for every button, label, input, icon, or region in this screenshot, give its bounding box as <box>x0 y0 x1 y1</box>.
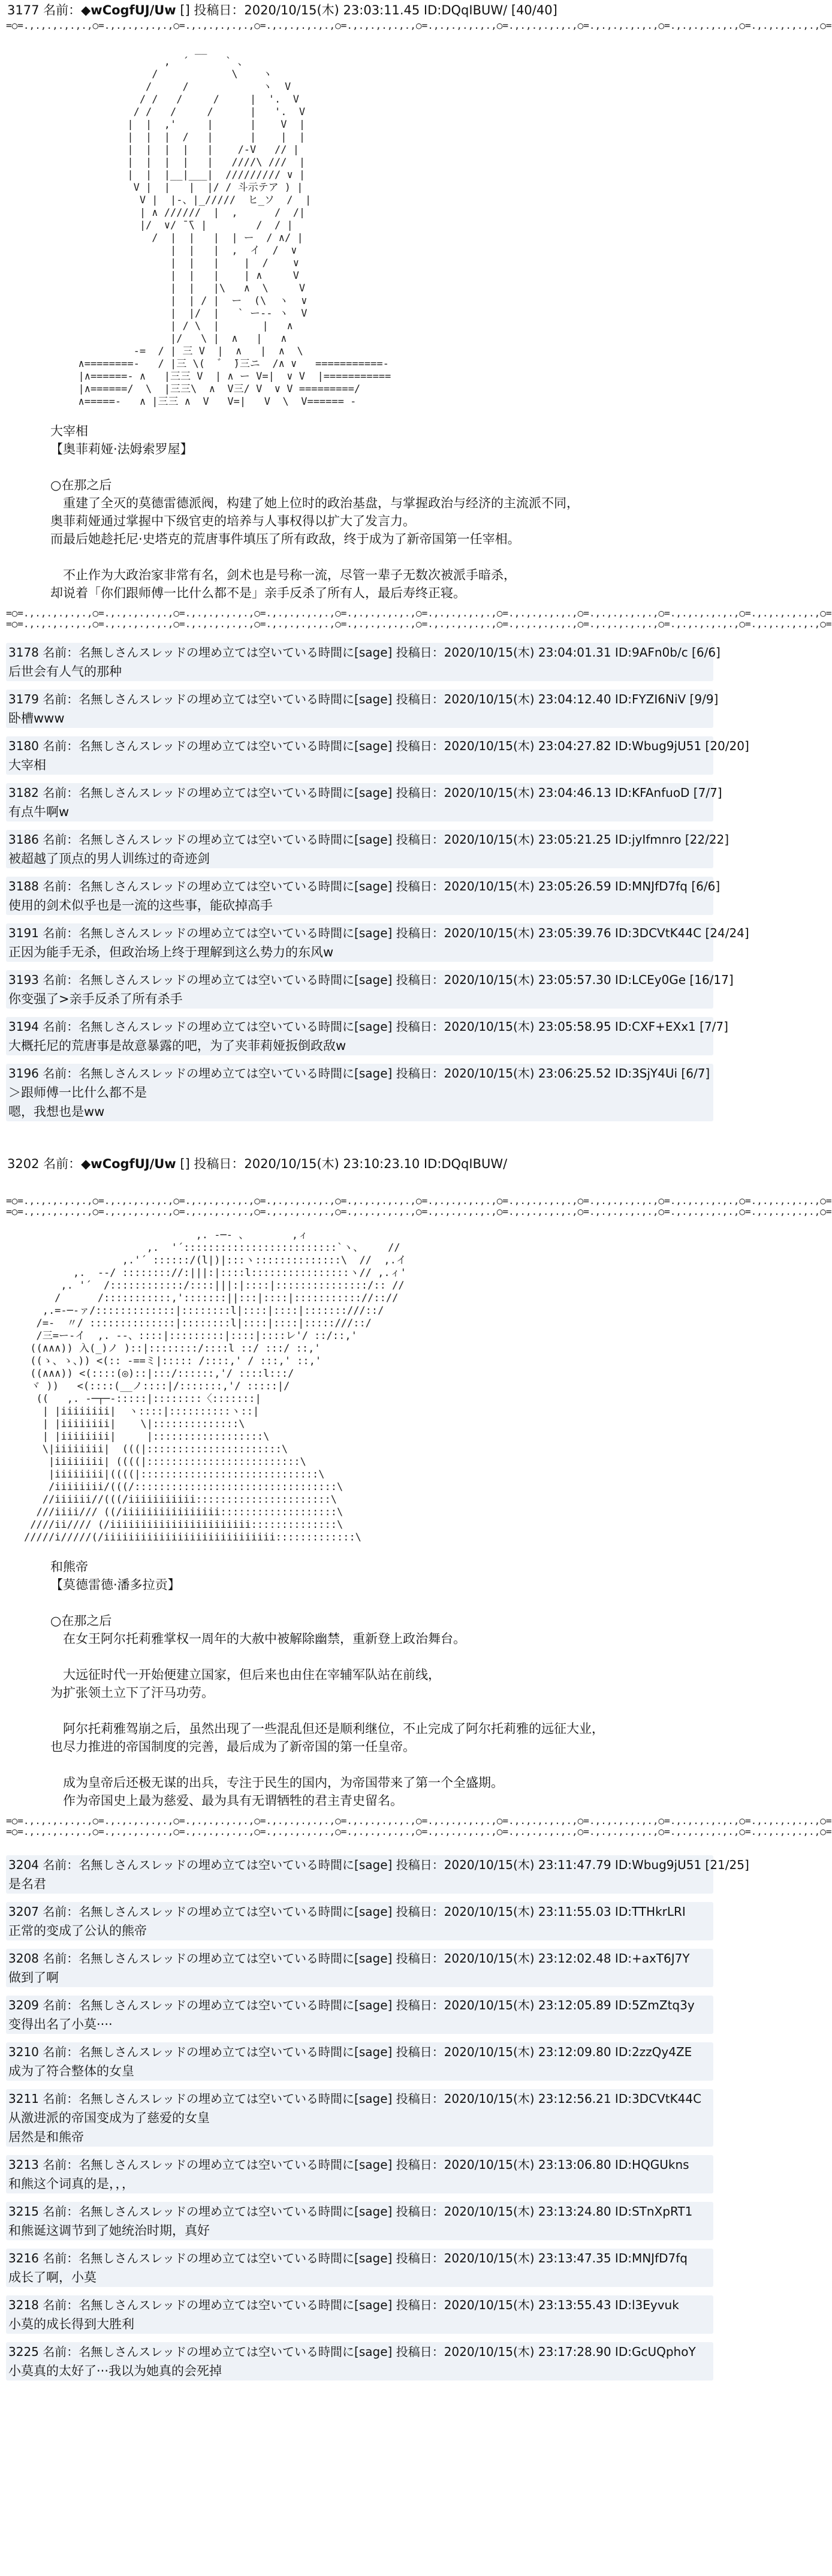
separator-line: =○=.,.,.,.,.,.,○=.,.,.,.,.,.,○=.,.,.,.,.,.,○=.,.,.,.,.,.,○=.,.,.,.,.,.,○=.,.,.,.,.,.,○=.,.,.,.,.,.,○=.,.,.,.,.,.,○=.,.,.,.,.,.,○=.,.,.,.,.,.,○= <box>6 618 832 630</box>
ascii-art-text: ,. -─‐ 、 ,ィ ,. '´:::::::::::::::::::::::::`ヽ、 // ,.'´ ::::::/(l|)|:::ヽ::::::::::::::\ // ,.イ ,. -‐/ :::::::://:|||:|::::l::::::::::::::::ヽ// ,.ィ' ,. '´ /::::::::::::/::::|||:|::::|:::::::::::::::/:: // / /:::::::::::,':::::::||:::|::::|::::::::::://::// ,.=-─‐ァ/:::::::::::::|::::::::l|::::|::::|:::::::///::/ /=- 〃/ ::::::::::::::|::::::::l|::::|::::|:::::///::/ /三=ー‐イ ,. --、::::|:::::::::|::::|::::レ'/ ::/::,' ((∧∧∧)) 入(_)ノ )::|::::::::/::::l ::/ :::/ ::,' ((ゝ、ゝ、)) <(:: -==ミ|::::: /::::,' / :::,' ::,' ((∧∧∧)) <(::::(◎)::|:::/::::::,'/ ::::l:::/ ヾ )) <(::::(__ノ::::|/:::::::,'/ :::::|/ (( ,. -─┬─-:::::|::::::::〈:::::::| | |iiiiiiii| ヽ::::|::::::::::ヽ::| | |iiiiiiii| \|::::::::::::::\ | |iiiiiiii| |::::::::::::::::::\ \|iiiiiiii| (((|::::::::::::::::::::::\ |iiiiiiii| ((((|:::::::::::::::::::::::::\ |iiiiiiii|((((|:::::::::::::::::::::::::::::\ /iiiiiiii/(((/:::::::::::::::::::::::::::::::::\ //iiiiii//(((/iiiiiiiiiii::::::::::::::::::::::\ ///iiii/// ((/iiiiiiiiiiiiiiii:::::::::::::::::::\ ////ii//// (/iiiiiiiiiiiiiiiiiiiiiii::::::::::::::\ /////i/////(/iiiiiiiiiiiiiiiiiiiiiiiiiiii:::::::::::::\ <box>24 1229 406 1543</box>
reply-header[interactable]: 3204 名前：名無しさんスレッドの埋め立ては空いている時間に[sage] 投稿日：2020/10/15(木) 23:11:47.79 ID:Wbug9jU51 [21/25] <box>8 1858 749 1872</box>
post-paragraph: 却说着「你们跟师傅一比什么都不是」亲手反杀了所有人，最后寿终正寝。 <box>50 586 466 600</box>
post-paragraph: 为扩张领土立下了汗马功劳。 <box>50 1686 214 1700</box>
ascii-art-emperor <box>24 1229 456 1553</box>
reply-body: 成长了啊，小莫 <box>8 2270 97 2285</box>
post-body <box>0 1558 719 1810</box>
name-label: 名前： <box>43 3 82 17</box>
reply-header[interactable]: 3193 名前：名無しさんスレッドの埋め立ては空いている時間に[sage] 投稿日：2020/10/15(木) 23:05:57.30 ID:LCEy0Ge [16/17] <box>8 973 734 987</box>
reply-post <box>6 2155 713 2193</box>
reply-body: 正常的变成了公认的熊帝 <box>8 1924 147 1938</box>
post-paragraph: 不止作为大政治家非常有名，剑术也是号称一流，尽管一辈子无数次被派手暗杀， <box>50 568 516 582</box>
separator-line: =○=.,.,.,.,.,.,○=.,.,.,.,.,.,○=.,.,.,.,.,.,○=.,.,.,.,.,.,○=.,.,.,.,.,.,○=.,.,.,.,.,.,○=.,.,.,.,.,.,○=.,.,.,.,.,.,○=.,.,.,.,.,.,○=.,.,.,.,.,.,○= <box>6 1815 832 1826</box>
post-date: [] 投稿日：2020/10/15(木) 23:03:11.45 ID:DQqIBUW/ [40/40] <box>180 3 557 17</box>
reply-body: 大宰相 <box>8 758 46 772</box>
reply-post <box>6 690 719 728</box>
post-paragraph: 和熊帝 <box>50 1560 88 1574</box>
reply-body: 成为了符合整体的女皇 <box>8 2064 134 2078</box>
poster-trip: ◆wCogfUJ/Uw <box>81 1157 176 1171</box>
reply-body: 后世会有人气的那种 <box>8 664 122 679</box>
reply-body: 变得出名了小莫···· <box>8 2017 113 2032</box>
reply-post <box>6 643 721 681</box>
reply-body: 小莫的成长得到大胜利 <box>8 2317 134 2331</box>
reply-body: 有点牛啊w <box>8 805 70 819</box>
post-paragraph: 【莫德雷德·潘多拉贡】 <box>50 1578 180 1592</box>
poster-trip: ◆wCogfUJ/Uw <box>81 3 176 17</box>
reply-post <box>6 2202 713 2240</box>
reply-body: 做到了啊 <box>8 1970 59 1985</box>
reply-header[interactable]: 3182 名前：名無しさんスレッドの埋め立ては空いている時間に[sage] 投稿日：2020/10/15(木) 23:04:46.13 ID:KFAnfuoD [7/7] <box>8 786 722 800</box>
post-paragraph: 阿尔托莉雅驾崩之后，虽然出现了一些混乱但还是顺利继位，不止完成了阿尔托莉雅的远征大业， <box>50 1722 604 1736</box>
reply-body: 被超越了顶点的男人训练过的奇迹剑 <box>8 851 210 866</box>
reply-post <box>6 2295 713 2334</box>
separator-line: =○=.,.,.,.,.,.,○=.,.,.,.,.,.,○=.,.,.,.,.,.,○=.,.,.,.,.,.,○=.,.,.,.,.,.,○=.,.,.,.,.,.,○=.,.,.,.,.,.,○=.,.,.,.,.,.,○=.,.,.,.,.,.,○=.,.,.,.,.,.,○= <box>6 1206 832 1217</box>
reply-post <box>6 2249 713 2287</box>
reply-header[interactable]: 3209 名前：名無しさんスレッドの埋め立ては空いている時間に[sage] 投稿日：2020/10/15(木) 23:12:05.89 ID:5ZmZtq3y <box>8 1998 695 2012</box>
reply-header[interactable]: 3191 名前：名無しさんスレッドの埋め立ては空いている時間に[sage] 投稿日：2020/10/15(木) 23:05:39.76 ID:3DCVtK44C [24/24] <box>8 926 749 940</box>
post-paragraph: 大宰相 <box>50 424 88 438</box>
reply-list <box>0 1855 749 2381</box>
post-paragraph: 成为皇帝后还极无谋的出兵，专注于民生的国内，为帝国带来了第一个全盛期。 <box>50 1775 504 1790</box>
reply-post <box>6 1996 713 2034</box>
reply-header[interactable]: 3213 名前：名無しさんスレッドの埋め立ては空いている時間に[sage] 投稿日：2020/10/15(木) 23:13:06.80 ID:HQGUkns <box>8 2157 689 2172</box>
reply-list <box>0 643 749 1121</box>
post-paragraph: ○在那之后 <box>50 478 112 492</box>
reply-header[interactable]: 3188 名前：名無しさんスレッドの埋め立ては空いている時間に[sage] 投稿日：2020/10/15(木) 23:05:26.59 ID:MNJfD7fq [6/6] <box>8 879 721 893</box>
reply-header[interactable]: 3179 名前：名無しさんスレッドの埋め立ては空いている時間に[sage] 投稿日：2020/10/15(木) 23:04:12.40 ID:FYZI6NiV [9/9] <box>8 692 719 706</box>
reply-body: 和熊诞这调节到了她统治时期，真好 <box>8 2223 210 2238</box>
post-paragraph <box>50 1756 719 1774</box>
reply-header[interactable]: 3215 名前：名無しさんスレッドの埋め立ては空いている時間に[sage] 投稿日：2020/10/15(木) 23:13:24.80 ID:STnXpRT1 <box>8 2204 693 2219</box>
post-paragraph <box>50 458 719 476</box>
reply-post <box>6 1017 728 1055</box>
post-paragraph <box>50 1594 719 1612</box>
post-paragraph: 作为帝国史上最为慈爱、最为具有无谓牺牲的君主青史留名。 <box>50 1793 403 1808</box>
post-date: [] 投稿日：2020/10/15(木) 23:10:23.10 ID:DQqIBUW/ <box>180 1157 508 1171</box>
reply-body: 居然是和熊帝 <box>8 2130 84 2144</box>
post-3177 <box>0 0 832 630</box>
reply-header[interactable]: 3208 名前：名無しさんスレッドの埋め立ては空いている時間に[sage] 投稿日：2020/10/15(木) 23:12:02.48 ID:+axT6J7Y <box>8 1951 690 1966</box>
reply-body: 使用的剑术似乎也是一流的这些事，能砍掉高手 <box>8 898 273 913</box>
post-paragraph: 而最后她趁托尼·史塔克的荒唐事件填压了所有政敌，终于成为了新帝国第一任宰相。 <box>50 532 520 546</box>
reply-header[interactable]: 3196 名前：名無しさんスレッドの埋め立ては空いている時間に[sage] 投稿日：2020/10/15(木) 23:06:25.52 ID:3SjY4Ui [6/7] <box>8 1066 710 1081</box>
post-paragraph <box>50 548 719 566</box>
separator-line: =○=.,.,.,.,.,.,○=.,.,.,.,.,.,○=.,.,.,.,.,.,○=.,.,.,.,.,.,○=.,.,.,.,.,.,○=.,.,.,.,.,.,○=.,.,.,.,.,.,○=.,.,.,.,.,.,○=.,.,.,.,.,.,○=.,.,.,.,.,.,○= <box>6 1826 832 1837</box>
reply-post <box>6 1949 713 1987</box>
post-paragraph: 在女王阿尔托莉雅掌权一周年的大赦中被解除幽禁，重新登上政治舞台。 <box>50 1632 466 1646</box>
reply-header[interactable]: 3180 名前：名無しさんスレッドの埋め立ては空いている時間に[sage] 投稿日：2020/10/15(木) 23:04:27.82 ID:Wbug9jU51 [20/20] <box>8 739 749 753</box>
post-paragraph: 【奥菲莉娅·法姆索罗屋】 <box>50 442 193 456</box>
reply-body: 小莫真的太好了···我以为她真的会死掉 <box>8 2364 222 2378</box>
post-paragraph: 也尽力推进的帝国制度的完善，最后成为了新帝国的第一任皇帝。 <box>50 1740 415 1754</box>
reply-header[interactable]: 3216 名前：名無しさんスレッドの埋め立ては空いている時間に[sage] 投稿日：2020/10/15(木) 23:13:47.35 ID:MNJfD7fq <box>8 2251 688 2265</box>
reply-post <box>6 783 722 821</box>
reply-post <box>6 970 734 1009</box>
reply-post <box>6 2089 713 2147</box>
post-paragraph: 奥菲莉娅通过掌握中下级官吏的培养与人事权得以扩大了发言力。 <box>50 514 415 528</box>
post-paragraph: 重建了全灭的莫德雷德派阀，构建了她上位时的政治基盘，与掌握政治与经济的主流派不同， <box>50 496 579 510</box>
reply-post <box>6 1855 749 1894</box>
reply-header[interactable]: 3225 名前：名無しさんスレッドの埋め立ては空いている時間に[sage] 投稿日：2020/10/15(木) 23:17:28.90 ID:GcUQphoY <box>8 2345 696 2359</box>
reply-post <box>6 2042 713 2081</box>
reply-body: 嗯，我想也是ww <box>8 1105 105 1119</box>
reply-post <box>6 877 721 915</box>
post-header <box>0 1154 719 1174</box>
reply-header[interactable]: 3218 名前：名無しさんスレッドの埋め立ては空いている時間に[sage] 投稿日：2020/10/15(木) 23:13:55.43 ID:l3Eyvuk <box>8 2298 679 2312</box>
reply-body: 大概托尼的荒唐事是故意暴露的吧，为了夹菲莉娅扳倒政敌w <box>8 1039 346 1053</box>
reply-header[interactable]: 3210 名前：名無しさんスレッドの埋め立ては空いている時間に[sage] 投稿日：2020/10/15(木) 23:12:09.80 ID:2zzQy4ZE <box>8 2045 692 2059</box>
reply-post <box>6 1902 713 1940</box>
separator-line: =○=.,.,.,.,.,.,○=.,.,.,.,.,.,○=.,.,.,.,.,.,○=.,.,.,.,.,.,○=.,.,.,.,.,.,○=.,.,.,.,.,.,○=.,.,.,.,.,.,○=.,.,.,.,.,.,○=.,.,.,.,.,.,○=.,.,.,.,.,.,○= <box>6 1195 832 1206</box>
separator-line: =○=.,.,.,.,.,.,○=.,.,.,.,.,.,○=.,.,.,.,.,.,○=.,.,.,.,.,.,○=.,.,.,.,.,.,○=.,.,.,.,.,.,○=.,.,.,.,.,.,○=.,.,.,.,.,.,○=.,.,.,.,.,.,○=.,.,.,.,.,.,○= <box>6 607 832 619</box>
reply-header[interactable]: 3194 名前：名無しさんスレッドの埋め立ては空いている時間に[sage] 投稿日：2020/10/15(木) 23:05:58.95 ID:CXF+EXx1 [7/7] <box>8 1019 728 1034</box>
name-label: 名前： <box>43 1157 82 1171</box>
reply-header[interactable]: 3178 名前：名無しさんスレッドの埋め立ては空いている時間に[sage] 投稿日：2020/10/15(木) 23:04:01.31 ID:9AFn0b/c [6/6] <box>8 645 721 660</box>
ascii-art-portrait <box>66 43 498 415</box>
reply-post <box>6 1064 713 1121</box>
ascii-art-text: __ , ´ ` 、 / \ ヽ / / ヽ V / / / / | '. V / / / / | '. V | | ,' | | V | | | | / | | | | | | | | | /-V // | | | | | | ////\ /// | | | |__|___| ///////// ∨ | V | | | |/ / 斗示テア ) | V | |-、|_///// ヒ_ソ / | | ∧ ////// | , / /| |/ ∨/ ̄ ̄\ | / / | / | | | | ー / ∧/ | | | | , イ / ∨ | | | | / ∨ | | | | ∧ V | | |\ ∧ \ V | | / | ー (\ ヽ ∨ | |/ | ` ー-‐ ヽ V | / \ | | ∧ |/ \ | ∧ | ∧ -= / | 三 V | ∧ | ∧ \ ∧========- / |三 \( ゛ ̄)三ニ /∧ ∨ ===========- |∧======- ∧ |三三 V | ∧ ー V=| ∨ V |=========== |∧======/ \ |三三\ ∧ V三/ V ∨ V =========/ ∧=====- ∧ |三三 ∧ V V=| V \ V====== - <box>78 43 391 408</box>
reply-post <box>6 2342 713 2381</box>
post-3202 <box>0 1154 832 1837</box>
post-header <box>0 0 719 20</box>
post-paragraph <box>50 1648 719 1666</box>
reply-body: 卧槽www <box>8 711 65 726</box>
post-body <box>0 422 719 602</box>
reply-body: 从激进派的帝国变成为了慈爱的女皇 <box>8 2111 210 2125</box>
separator-line: =○=.,.,.,.,.,.,○=.,.,.,.,.,.,○=.,.,.,.,.,.,○=.,.,.,.,.,.,○=.,.,.,.,.,.,○=.,.,.,.,.,.,○=.,.,.,.,.,.,○=.,.,.,.,.,.,○=.,.,.,.,.,.,○=.,.,.,.,.,.,○= <box>6 20 832 31</box>
reply-header[interactable]: 3186 名前：名無しさんスレッドの埋め立ては空いている時間に[sage] 投稿日：2020/10/15(木) 23:05:21.25 ID:jyIfmnro [22/22] <box>8 832 729 847</box>
reply-post <box>6 830 729 868</box>
reply-header[interactable]: 3207 名前：名無しさんスレッドの埋め立ては空いている時間に[sage] 投稿日：2020/10/15(木) 23:11:55.03 ID:TTHkrLRI <box>8 1904 686 1919</box>
post-paragraph: 大远征时代一开始便建立国家，但后来也由住在宰辅军队站在前线， <box>50 1668 441 1682</box>
reply-post <box>6 923 749 962</box>
reply-body: 正因为能手无杀，但政治场上终于理解到这么势力的东风w <box>8 945 334 959</box>
post-number[interactable]: 3202 <box>7 1157 40 1171</box>
reply-header[interactable]: 3211 名前：名無しさんスレッドの埋め立ては空いている時間に[sage] 投稿日：2020/10/15(木) 23:12:56.21 ID:3DCVtK44C <box>8 2092 702 2106</box>
post-paragraph: ○在那之后 <box>50 1614 112 1628</box>
reply-post <box>6 736 749 775</box>
reply-body: 是名君 <box>8 1877 46 1891</box>
reply-body: 你变强了>亲手反杀了所有杀手 <box>8 992 183 1006</box>
post-number[interactable]: 3177 <box>7 3 40 17</box>
reply-body: ＞跟师傅一比什么都不是 <box>8 1085 147 1100</box>
post-paragraph <box>50 1702 719 1720</box>
reply-body: 和熊这个词真的是，，， <box>8 2177 134 2191</box>
